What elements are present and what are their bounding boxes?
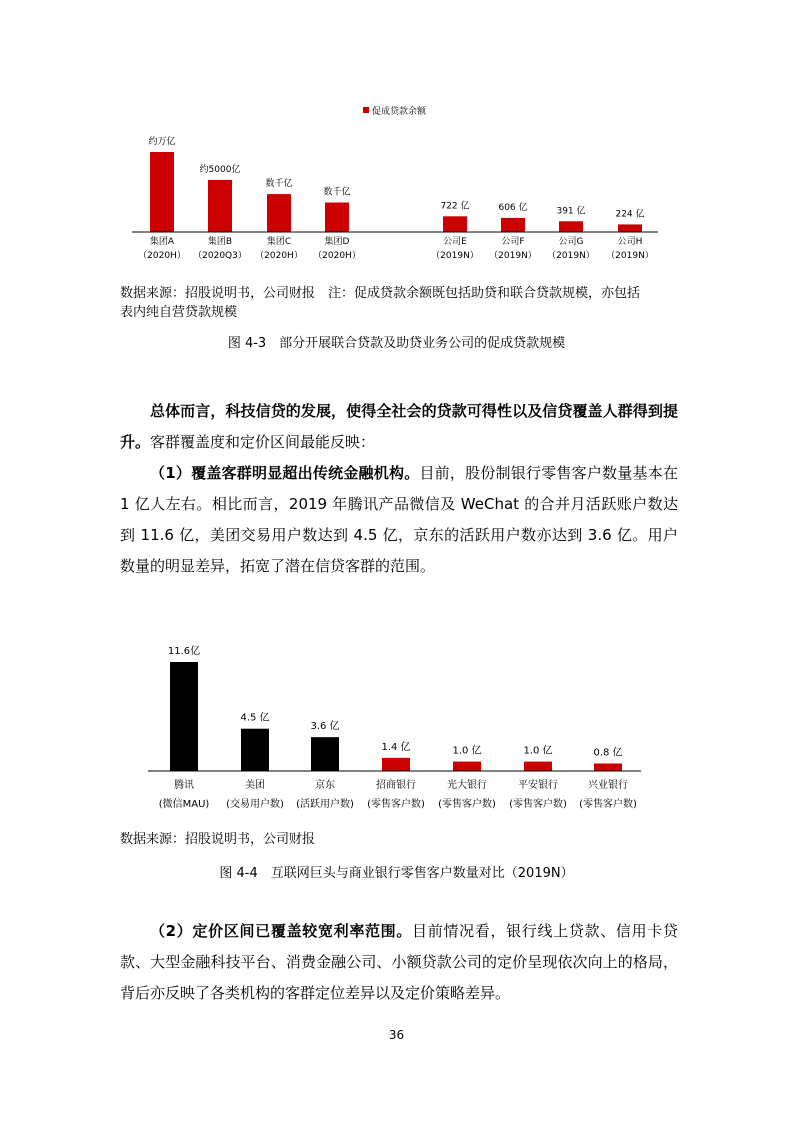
- category-label: 京东: [315, 780, 335, 791]
- category-sublabel: (零售客户数): [367, 799, 425, 810]
- category-sublabel: (零售客户数): [579, 799, 637, 810]
- data-label: 数千亿: [323, 187, 351, 198]
- data-label: 0.8 亿: [593, 747, 623, 759]
- figure-caption-4-4: 图 4-4 互联网巨头与商业银行零售客户数量对比（2019N）: [219, 866, 574, 881]
- chart-loan-balance: [0, 95, 793, 270]
- bar: [267, 194, 291, 232]
- bar: [170, 662, 198, 771]
- category-sublabel: （2019N）: [547, 251, 595, 261]
- coverage-bold: （1）覆盖客群明显超出传统金融机构。: [150, 464, 420, 482]
- data-label: 1.0 亿: [523, 745, 553, 757]
- data-label: 1.4 亿: [381, 741, 411, 753]
- bar: [453, 762, 481, 771]
- source-line-2: 表内纯自营贷款规模: [120, 305, 238, 320]
- category-label: 兴业银行: [588, 780, 628, 791]
- data-label: 606 亿: [498, 202, 528, 213]
- category-sublabel: （2020H）: [255, 251, 303, 261]
- category-label: 集团C: [266, 237, 292, 247]
- category-label: 公司F: [501, 237, 525, 247]
- bar: [241, 729, 269, 771]
- pricing-bold: （2）定价区间已覆盖较宽利率范围。: [150, 922, 413, 940]
- category-sublabel: (零售客户数): [509, 799, 567, 810]
- bar: [208, 180, 232, 232]
- category-sublabel: (微信MAU): [158, 799, 210, 810]
- data-label: 约5000亿: [199, 164, 241, 175]
- paragraph-summary: [120, 396, 678, 458]
- category-sublabel: （2020Q3）: [193, 251, 247, 261]
- category-label: 公司G: [558, 237, 584, 247]
- bar: [524, 762, 552, 771]
- bar: [559, 221, 583, 232]
- bar: [150, 152, 174, 232]
- data-label: 数千亿: [265, 179, 293, 190]
- chart1-source-note: [120, 284, 680, 322]
- data-label: 3.6 亿: [310, 721, 340, 733]
- category-label: 光大银行: [447, 780, 487, 791]
- category-label: 公司E: [443, 237, 467, 247]
- data-label: 224 亿: [615, 209, 645, 220]
- paragraph-pricing: [120, 916, 678, 1009]
- data-label: 约万亿: [148, 137, 176, 147]
- bar: [311, 737, 339, 771]
- data-label: 11.6亿: [167, 646, 201, 657]
- category-sublabel: (活跃用户数): [296, 799, 354, 810]
- data-label: 1.0 亿: [452, 745, 482, 757]
- category-label: 集团B: [207, 237, 233, 247]
- legend-swatch: [363, 107, 369, 113]
- category-sublabel: （2020H）: [313, 251, 361, 261]
- category-sublabel: （2019N）: [431, 251, 479, 261]
- data-label: 722 亿: [440, 201, 470, 212]
- category-sublabel: (交易用户数): [226, 799, 284, 810]
- paragraph-coverage: [120, 458, 678, 582]
- category-label: 招商银行: [376, 780, 416, 791]
- category-label: 集团A: [149, 237, 175, 247]
- bar: [443, 216, 467, 232]
- category-sublabel: （2020H）: [138, 251, 186, 261]
- summary-text: 客群覆盖度和定价区间最能反映：: [150, 433, 376, 451]
- coverage-text: 目前，股份制银行零售客户数量基本在 1 亿人左右。相比而言，2019 年腾讯产品微信及 WeChat 的合并月活跃账户数达到 11.6 亿，美团交易用户数达到 4.5 亿，京东的活跃用户数亦达到 3.6 亿。用户数量的明显差异，拓宽了潜在信贷客群的范围。: [120, 464, 678, 575]
- bar: [325, 203, 349, 232]
- category-sublabel: （2019N）: [489, 251, 537, 261]
- category-label: 集团D: [324, 237, 350, 247]
- category-sublabel: (零售客户数): [438, 799, 496, 810]
- chart-user-counts: [0, 630, 793, 820]
- category-label: 美团: [245, 780, 265, 791]
- bar: [382, 758, 410, 771]
- legend-label: 促成贷款余额: [372, 107, 427, 117]
- data-label: 391 亿: [556, 206, 586, 217]
- bar: [618, 224, 642, 232]
- page-number: 36: [388, 1028, 405, 1042]
- category-sublabel: （2019N）: [606, 251, 654, 261]
- pricing-text: 目前情况看，银行线上贷款、信用卡贷款、大型金融科技平台、消费金融公司、小额贷款公司的定价呈现依次向上的格局，背后亦反映了各类机构的客群定位差异以及定价策略差异。: [120, 922, 678, 1002]
- source-line-1: 数据来源：招股说明书，公司财报 注：促成贷款余额既包括助贷和联合贷款规模，亦包括: [120, 286, 641, 301]
- chart2-source-note: 数据来源：招股说明书，公司财报: [120, 832, 316, 847]
- bar: [594, 763, 622, 771]
- category-label: 公司H: [617, 237, 643, 247]
- chart1-legend: [363, 105, 427, 117]
- summary-bold: 总体而言，科技信贷的发展，使得全社会的贷款可得性以及信贷覆盖人群得到提升。: [120, 402, 678, 451]
- figure-caption-4-3: 图 4-3 部分开展联合贷款及助贷业务公司的促成贷款规模: [227, 336, 566, 351]
- data-label: 4.5 亿: [240, 712, 270, 724]
- category-label: 腾讯: [174, 780, 194, 791]
- category-label: 平安银行: [518, 780, 558, 791]
- bar: [501, 218, 525, 232]
